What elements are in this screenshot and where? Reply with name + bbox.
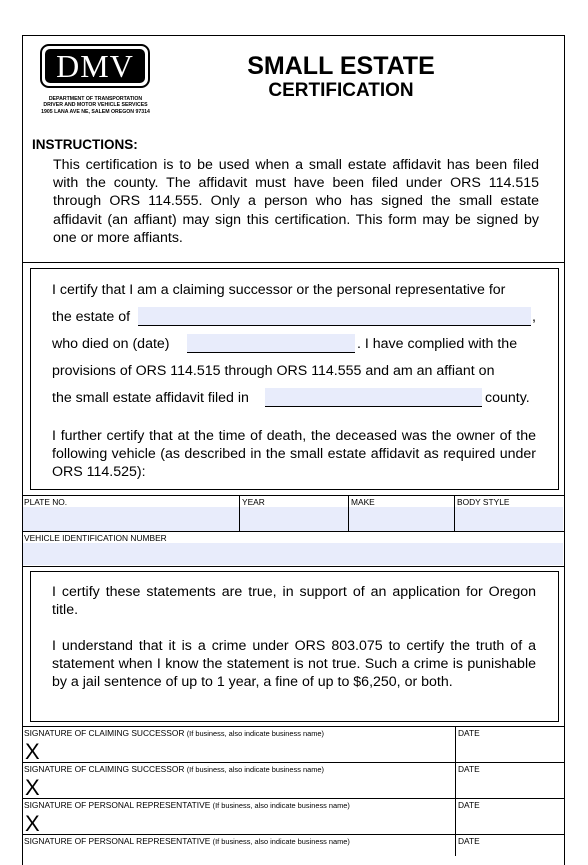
date-label-2: DATE [458, 764, 480, 774]
signature-field-1[interactable] [46, 740, 452, 762]
form-title: SMALL ESTATE [247, 52, 435, 80]
certify-line-4: provisions of ORS 114.515 through ORS 114.555 and am an affiant on [52, 363, 495, 379]
instructions-heading: INSTRUCTIONS: [32, 137, 138, 152]
date-field-3[interactable] [457, 812, 563, 834]
signature-label-2: SIGNATURE OF CLAIMING SUCCESSOR (If business, also indicate business name) [24, 764, 324, 774]
died-on-label: who died on (date) [52, 336, 170, 352]
signature-field-4[interactable] [46, 846, 452, 853]
body-style-field[interactable] [455, 507, 563, 531]
statement-true-text: I certify these statements are true, in support of an application for Oregon title. [52, 584, 536, 618]
estate-comma: , [532, 309, 536, 325]
certify-line-1: I certify that I am a claiming successor or the personal representative for [52, 282, 506, 298]
instructions-text: This certification is to be used when a small estate affidavit has been filed with the county. The affidavit must have been filed under ORS 114.515 through ORS 114.555. Only a person who has signed the small estate affidavit (an affiant) may sign this certification. This form may be signed by one or more affiants. [53, 157, 539, 246]
form-subtitle: CERTIFICATION [268, 80, 414, 101]
signature-label-3: SIGNATURE OF PERSONAL REPRESENTATIVE (If business, also indicate business name) [24, 800, 350, 810]
date-label-1: DATE [458, 728, 480, 738]
divider [22, 262, 565, 263]
agency-address: DEPARTMENT OF TRANSPORTATION DRIVER AND MOTOR VEHICLE SERVICES 1905 LANA AVE NE, SALEM OREGON 97314 [41, 96, 150, 115]
signature-field-2[interactable] [46, 776, 452, 798]
vehicle-table-top [22, 495, 565, 496]
plate-label: PLATE NO. [24, 497, 68, 507]
date-field-4[interactable] [457, 846, 563, 853]
signature-x-mark: X [25, 811, 40, 836]
year-label: YEAR [242, 497, 265, 507]
vin-field[interactable] [23, 543, 563, 565]
date-label-3: DATE [458, 800, 480, 810]
signature-label-4: SIGNATURE OF PERSONAL REPRESENTATIVE (If business, also indicate business name) [24, 836, 350, 846]
body-style-label: BODY STYLE [457, 497, 510, 507]
signature-label-1: SIGNATURE OF CLAIMING SUCCESSOR (If business, also indicate business name) [24, 728, 324, 738]
county-field[interactable] [265, 388, 482, 407]
logo-text: DMV [56, 48, 134, 84]
date-field-1[interactable] [457, 740, 563, 762]
signature-field-3[interactable] [46, 812, 452, 834]
date-of-death-field[interactable] [187, 334, 355, 353]
date-label-4: DATE [458, 836, 480, 846]
vin-label: VEHICLE IDENTIFICATION NUMBER [24, 533, 167, 543]
county-suffix: county. [485, 390, 530, 406]
estate-of-field[interactable] [138, 307, 531, 326]
year-field[interactable] [240, 507, 347, 531]
make-field[interactable] [349, 507, 453, 531]
dmv-logo [40, 44, 150, 88]
plate-field[interactable] [24, 507, 238, 531]
signature-x-mark: X [25, 775, 40, 800]
further-certify-text: I further certify that at the time of death, the deceased was the owner of the following vehicle (as described in the small estate affidavit as required under ORS 114.525): [52, 428, 536, 480]
complied-text: . I have complied with the [357, 336, 518, 352]
signature-x-mark: X [25, 739, 40, 764]
date-field-2[interactable] [457, 776, 563, 798]
county-label: the small estate affidavit filed in [52, 390, 249, 406]
estate-label: the estate of [52, 309, 131, 325]
make-label: MAKE [351, 497, 375, 507]
crime-warning-text: I understand that it is a crime under ORS 803.075 to certify the truth of a statement when I know the statement is not true. Such a crime is punishable by a jail sentence of up to 1 year, a fine of up to $6,250, or both. [52, 638, 536, 690]
